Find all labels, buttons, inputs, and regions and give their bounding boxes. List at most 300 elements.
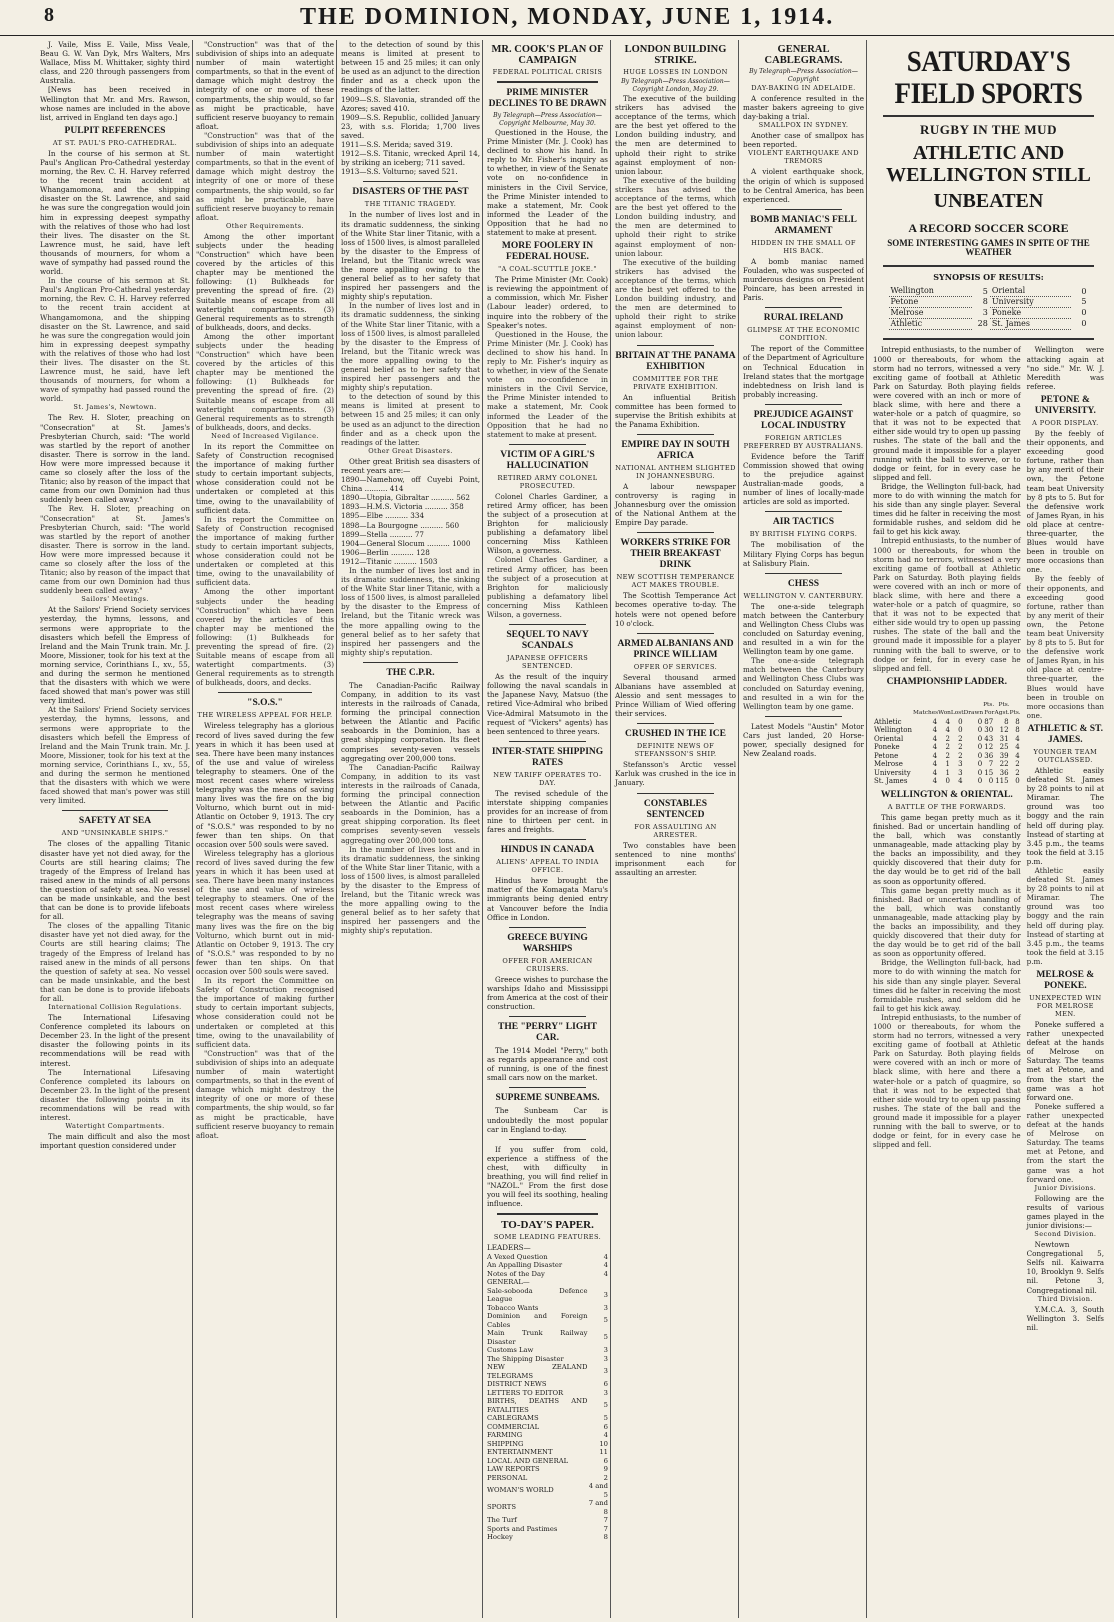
feature-row [487, 1278, 608, 1287]
headline-melrose-poneke: MELROSE & PONEKE. [1036, 970, 1095, 991]
divider [363, 662, 458, 663]
feature-page: 3 [603, 1346, 608, 1354]
feature-title: LOCAL AND GENERAL [487, 1456, 569, 1465]
article-paragraph: "Construction" was that of the subdivision of ships into an adequate number of main watertight compartments, so that in the event of damage which might destroy the integrity of one or more of these compartments, the ship would, so far as might be practicable, have sufficient reserve buoyancy to remain afloat. [196, 40, 334, 131]
subhead-junior-divisions: Junior Divisions. [1034, 1183, 1097, 1192]
feature-row [487, 1448, 608, 1457]
article-paragraph: As the result of the inquiry following the naval scandals in the Japanese Navy, Matsuo (the retired Vice-Admiral who bribed Vice-Admiral Matsumoto in the request of "Vickers" agents) has been sentenced to three years. [487, 672, 608, 736]
ladder-column-header: Pts. [1009, 710, 1021, 717]
subhead-private-exhibition: COMMITTEE FOR THE PRIVATE EXHIBITION. [632, 374, 719, 391]
feature-page [588, 1278, 609, 1287]
ladder-team: Oriental [874, 734, 904, 743]
page-number: 8 [44, 4, 54, 26]
divider [509, 1016, 586, 1017]
article-paragraph: Following are the results of various games played in the junior divisions:— [1026, 1193, 1104, 1230]
article-paragraph: The revised schedule of the interstate shipping companies provides for an increase of from nine to thirteen per cent. in fares and freights. [487, 788, 608, 835]
divider [637, 434, 714, 435]
article-paragraph: The Rev. H. Sloter, preaching on "Consecration" at St. James's Presbyterian Church, said: "The world was startled by the report of another disaster. There is sorrow in the land. How were more impressed because it came so closely after the loss of the Titanic; also by reason of the impact that came from our own Dominion had thus suddenly been called away." [40, 504, 190, 596]
headline-perry-car: THE "PERRY" LIGHT CAR. [498, 1022, 597, 1044]
article-paragraph: Among the other important subjects under the heading "Construction" which have been covered by the articles of this chapter may be mentioned the following: (1) Bulkheads for preventing the spread of fire. (2) Suitable means of escape from all watertight compartments. (3) General requirements as to strength of bulkheads, doors, and decks. [196, 231, 334, 332]
ladder-value: 12 [999, 726, 1009, 735]
feature-page: 3 [603, 1367, 608, 1376]
article-paragraph: Wireless telegraphy has a glorious record of lives saved during the few years in which it has been used at sea. There have been many instances of the use and value of wireless telegraphy to steamers. One of the most recent cases where wireless telegraphy was the means of saving many lives was the fire on the big Volturno, which burnt out in mid-Atlantic on October 9, 1913. The cry of "S.O.S." was responded to by no fewer than ten ships. On that occasion over 500 souls were saved. [196, 848, 334, 976]
ladder-value: 43 [984, 734, 994, 743]
feature-page: 7 and 8 [588, 1499, 608, 1516]
headline-sunbeams: SUPREME SUNBEAMS. [495, 1093, 600, 1104]
feature-title: A Vexed Question [487, 1252, 548, 1261]
feature-title: DISTRICT NEWS [487, 1380, 547, 1388]
subhead-unexpected-win: UNEXPECTED WIN FOR MELROSE MEN. [1029, 994, 1102, 1018]
feature-row [487, 1329, 608, 1346]
column-6 [738, 40, 864, 1618]
feature-page: 4 and 5 [588, 1482, 608, 1499]
subhead-earthquake: VIOLENT EARTHQUAKE AND TREMORS [748, 149, 859, 166]
article-paragraph: Poneke suffered a rather unexpected defeat at the hands of Melrose on Saturday. The teams met at Petone, and from the start the game was a hot forward one. [1026, 1020, 1104, 1102]
feature-row [487, 1533, 608, 1542]
subhead-wellington-canterbury: WELLINGTON V. CANTERBURY. [743, 591, 864, 600]
headline-championship-ladder: CHAMPIONSHIP LADDER. [886, 676, 1007, 687]
headline-bomb-maniac: BOMB MANIAC'S FELL ARMAMENT [750, 214, 857, 236]
disaster-list: 1909—S.S. Slavonia, stranded off the Azores; saved 410. 1909—S.S. Republic, collided January 23, with s.s. Florida; 1,700 lives saved. 1911—S.S. Merida; saved 319. 1912—S.S. Titanic, wrecked April 14, by striking an iceberg; 711 saved. 1913—S.S. Volturno; saved 521. [341, 94, 480, 177]
advertisement-text: The 1914 Model "Perry," both as regards appearance and cost of running, is one of the finest small cars now on the market. [487, 1046, 608, 1083]
feature-page: 11 [599, 1448, 608, 1456]
feature-title: Dominion and Foreign Cables [487, 1312, 588, 1329]
subhead-wireless-appeal: THE WIRELESS APPEAL FOR HELP. [197, 711, 333, 720]
ladder-value: 0 [977, 734, 983, 743]
column-sports [866, 40, 1104, 1618]
ladder-value: 2 [958, 734, 963, 743]
subhead-unsinkable-ships: AND "UNSINKABLE SHIPS." [61, 829, 169, 838]
ladder-value: 4 [945, 726, 950, 735]
ladder-value: 2 [1015, 768, 1020, 777]
article-paragraph: Among the other important subjects under the heading "Construction" which have been covered by the articles of this chapter may be mentioned the following: (1) Bulkheads for preventing the spread of fire. (2) Suitable means of escape from all watertight compartments. (3) General requirements as to strength of bulkheads, doors, and decks. [196, 587, 334, 688]
subhead-foreign-articles: FOREIGN ARTICLES PREFERRED BY AUSTRALIANS. [743, 433, 864, 450]
column-5 [610, 40, 736, 1618]
subhead-third-division: Third Division. [1037, 1294, 1093, 1303]
subhead-flying-corps: BY BRITISH FLYING CORPS. [749, 530, 858, 539]
ladder-value: 4 [932, 751, 938, 760]
subhead-hidden-back: HIDDEN IN THE SMALL OF HIS BACK. [751, 238, 856, 255]
feature-title: GENERAL— [487, 1278, 530, 1286]
feature-page: 5 [603, 1401, 608, 1410]
subhead-smallpox: SMALLPOX IN SYDNEY. [758, 121, 849, 130]
synopsis-table [889, 286, 1089, 330]
article-paragraph: Evidence before the Tariff Commission showed that owing to the prejudice against Australian-made goods, a number of lines of locally-made articles are sold as imported. [743, 451, 864, 507]
ladder-header-blank [873, 692, 913, 718]
score-home: 3 [982, 308, 988, 318]
ladder-value: 39 [999, 751, 1009, 760]
ladder-team: Athletic [874, 717, 902, 726]
ladder-value: 0 [977, 743, 983, 752]
advertisement-text: The Sunbeam Car is undoubtedly the most popular car in England to-day. [487, 1106, 608, 1134]
article-paragraph: The Rev. H. Sloter, preaching on "Consecration" at St. James's Presbyterian Church, said: "The world was startled by the report of another disaster. There is sorrow in the land. How were more impressed because it came so closely after the loss of the Titanic; also by reason of the impact that came from our own Dominion had thus suddenly been called away." [40, 413, 190, 505]
ladder-value: 2 [958, 751, 963, 760]
feature-title: Hockey [487, 1533, 513, 1541]
feature-title: Sale-sobooda Defence League [487, 1286, 588, 1303]
sports-right-column [1027, 345, 1104, 1331]
ladder-team: University [874, 768, 911, 777]
subhead-battle-forwards: A BATTLE OF THE FORWARDS. [887, 802, 1006, 811]
ladder-column-header: Won [938, 710, 951, 717]
feature-row [487, 1465, 608, 1474]
feature-page: 7 [603, 1524, 608, 1533]
ladder-value: 2 [945, 751, 950, 760]
ladder-value: 30 [984, 726, 994, 735]
ladder-value: 2 [945, 743, 950, 752]
divider [765, 209, 842, 210]
feature-row [487, 1516, 608, 1525]
ladder-team: Petone [874, 751, 899, 760]
headline-petone-university: PETONE & UNIVERSITY. [1034, 394, 1096, 416]
headline-chess: CHESS [787, 578, 820, 589]
ladder-row [873, 743, 1021, 752]
feature-page: 6 [603, 1456, 608, 1465]
subhead-collision-regulations: International Collision Regulations. [48, 1003, 182, 1012]
feature-row [487, 1457, 608, 1466]
ladder-row [873, 718, 1021, 727]
headline-armed-albanians: ARMED ALBANIANS AND PRINCE WILLIAM [617, 638, 734, 660]
article-paragraph: Other great British sea disasters of recent years are:— [341, 456, 480, 475]
headline-navy-scandals: SEQUEL TO NAVY SCANDALS [506, 630, 589, 652]
feature-row [487, 1440, 608, 1449]
feature-page: 4 [603, 1269, 608, 1278]
score-away: 0 [1081, 308, 1087, 318]
advertisement-text: Latest Models "Austin" Motor Cars just landed, 20 Horse-power, specially designed for New Zealand roads. [743, 721, 864, 759]
feature-page: 6 [603, 1422, 608, 1431]
feature-title: PERSONAL [487, 1473, 528, 1482]
ladder-value: 7 [988, 760, 994, 769]
ladder-value: 4 [932, 768, 938, 777]
feature-title: Main Trunk Railway Disaster [487, 1329, 588, 1346]
subhead-watertight-compartments: Watertight Compartments. [65, 1122, 165, 1131]
team-home: Melrose [889, 308, 972, 319]
ladder-value: 87 [984, 717, 994, 726]
ladder-value: 0 [977, 768, 983, 777]
article-paragraph: The Prime Minister (Mr. Cook) is reviewing the appointment of a commission, which Mr. Fisher (Labour leader) ordered, to inquire into the robbery of the Speaker's notes. [487, 275, 608, 330]
ladder-value: 36 [984, 751, 994, 760]
ladder-value: 25 [999, 743, 1009, 752]
article-paragraph: The closes of the appalling Titanic disaster have yet not died away, for the Courts are still hearing claims; The tragedy of the Empress of Ireland has raised anew in the minds of all persons the question of safety at sea. No vessel can be made unsinkable, and the best that can be done is to provide lifeboats for all. [40, 921, 190, 1003]
ladder-header-row [873, 692, 1021, 718]
headline-local-industry: PREJUDICE AGAINST LOCAL INDUSTRY [753, 409, 854, 431]
article-paragraph: Several thousand armed Albanians have assembled at Alessio and sent messages to Prince William of Wied offering their services. [615, 672, 736, 719]
feature-title: LETTERS TO EDITOR [487, 1388, 564, 1397]
divider [497, 1213, 598, 1215]
article-paragraph: A violent earthquake shock, the origin of which is supposed to be Central America, has been experienced. [743, 167, 864, 204]
feature-page: 5 [603, 1333, 608, 1342]
divider [509, 927, 586, 928]
feature-title: BIRTHS, DEATHS AND FATALITIES [487, 1397, 588, 1414]
subhead-aliens-appeal: ALIENS' APPEAL TO INDIA OFFICE. [496, 858, 599, 875]
feature-title: CABLEGRAMS [487, 1414, 539, 1422]
ladder-value: 2 [958, 743, 963, 752]
ladder-value: 31 [999, 734, 1009, 743]
score-away: 0 [1081, 286, 1087, 296]
article-paragraph: The International Lifesaving Conference completed its labours on December 23. In the light of the present disaster the following points in its recommendations will be read with interest. [40, 1067, 190, 1123]
divider [509, 741, 586, 742]
article-paragraph: A conference resulted in the master bakers agreeing to give day-baking a trial. [743, 94, 864, 122]
article-paragraph: At the Sailors' Friend Society services yesterday, the hymns, lessons, and sermons were appropriate to the disasters which befell the Empress of Ireland and the Main Trunk train. Mr. J. Moore, Missioner, took for his text at the morning service, Corinthians I., xv., 55, and during the sermon he mentioned that the disasters with which we were faced showed that man's power was still very limited. [40, 705, 190, 806]
ladder-row [873, 752, 1021, 761]
ladder-value: 0 [977, 760, 983, 769]
subhead-younger-team: YOUNGER TEAM OUTCLASSED. [1033, 747, 1098, 764]
column-3 [336, 40, 480, 1618]
team-away: Oriental [990, 286, 1071, 297]
article-paragraph: Colonel Charles Gardiner, a retired Army officer, has been the subject of a prosecution at Brighton for maliciously publishing a defamatory libel concerning Miss Kathleen Wilson, a governess. [487, 555, 608, 620]
article-paragraph: In its report the Committee on Safety of Construction recognised the importance of making further study to certain important subjects, whose consideration could not be undertaken or completed at this time, owing to the unavailability of sufficient data. [196, 514, 334, 588]
championship-ladder-table [873, 692, 1021, 786]
column-2 [192, 40, 334, 1618]
subhead-sailors-meetings: Sailors' Meetings. [81, 595, 149, 604]
headline-general-cablegrams: GENERAL CABLEGRAMS. [764, 44, 843, 66]
headline-rural-ireland: RURAL IRELAND [763, 313, 844, 324]
ladder-value: 4 [932, 734, 938, 743]
headline-more-foolery: MORE FOOLERY IN FEDERAL HOUSE. [501, 241, 594, 263]
divider [765, 573, 842, 574]
ladder-value: 2 [945, 734, 950, 743]
article-paragraph: Athletic easily defeated St. James by 28 points to nil at Miramar. The ground was too boggy and the rain held off during play. Instead of starting at 3.45 p.m., the teams took the field at 3.15 p.m. [1026, 865, 1104, 966]
feature-title: The Turf [487, 1516, 517, 1524]
article-paragraph: In its report the Committee on Safety of Construction recognised the importance of making further study to certain important subjects, whose consideration could not be undertaken or completed at this time, owing to the unavailability of sufficient data. [196, 441, 334, 515]
ladder-value: 2 [1015, 760, 1020, 769]
article-paragraph: The Scottish Temperance Act becomes operative to-day. The hotels were not opened before 10 o'clock. [615, 591, 736, 628]
subhead-new-tariff: NEW TARIFF OPERATES TO-DAY. [493, 770, 602, 787]
headline-air-tactics: AIR TACTICS [772, 517, 835, 528]
divider [637, 633, 714, 634]
divider [218, 692, 312, 693]
article-paragraph: Another case of smallpox has been reported. [743, 131, 864, 150]
feature-row [487, 1482, 608, 1499]
passenger-list-text: J. Vaile, Miss E. Vaile, Miss Veale, Beau G. W. Van Dyk, Mrs Walters, Mrs Wallace, Miss M. Whittaker, sighty third class, and 220 through passengers from Australia. [40, 40, 190, 86]
subhead-american-cruisers: OFFER FOR AMERICAN CRUISERS. [502, 956, 593, 973]
divider [765, 307, 842, 308]
article-paragraph: Questioned in the House, the Prime Minister (Mr. J. Cook) has declined to show his hand. In reply to Mr. Fisher's inquiry as to whether, in view of the Senate vote on no-confidence in ministers in the Civil Service, the Prime Minister intended to make a statement, Mr. Cook informed the Leader of the Opposition that he had no statement to make at present. [487, 128, 608, 238]
leaders-label: LEADERS— [487, 1243, 531, 1253]
ladder-value: 4 [945, 717, 950, 726]
article-paragraph: The main difficult and also the most important question considered under [40, 1132, 190, 1151]
team-away: St. James [990, 319, 1071, 330]
divider [509, 1139, 586, 1140]
article-paragraph: In the number of lives lost and in its dramatic suddenness, the sinking of the White Star liner Titanic, with a loss of 1500 lives, is almost paralleled by the disaster to the Empress of Ireland, but the Titanic wreck was the more appalling owing to the general belief as to her safety that inspired her passengers and the mighty ship's reputation. [341, 844, 480, 936]
article-paragraph: By the feebly of their opponents, and exceeding good fortune, rather than by any merit of their own, the Petone team beat University by 8 pts to 5. But for the defensive work of James Ryan, in his old place at centre-three-quarter, the Blues would have been in trouble on more occasions than one. [1026, 574, 1104, 720]
subhead-economic-condition: GLIMPSE AT THE ECONOMIC CONDITION. [747, 326, 860, 343]
article-paragraph: Among the other important subjects under the heading "Construction" which have been covered by the articles of this chapter may be mentioned the following: (1) Bulkheads for preventing the spread of fire. (2) Suitable means of escape from all watertight compartments. (3) General requirements as to strength of bulkheads, doors, and decks. [196, 331, 334, 432]
headline-shipping-rates: INTER-STATE SHIPPING RATES [491, 746, 604, 768]
feature-title: SPORTS [487, 1503, 516, 1512]
article-paragraph: In the course of his sermon at St. Paul's Anglican Pro-Cathedral yesterday morning, the Rev. C. H. Harvey referred to the recent train accident at Whangamomona, and the shipping disaster on the St. Lawrence, and said he was sure the congregation would join him in expressing deepest sympathy with the relatives of those who had lost their lives. The disaster on the St. Lawrence must, he said, have left thousands of mourners, for whom a wave of sympathy had passed round the world. [40, 276, 190, 404]
ladder-value: 36 [999, 768, 1009, 777]
article-paragraph: The mobilisation of the Military Flying Corps has begun at Salisbury Plain. [743, 540, 864, 568]
score-home: 8 [982, 297, 988, 307]
subhead-coal-scuttle: "A COAL-SCUTTLE JOKE." [498, 265, 597, 274]
feature-page: 10 [599, 1439, 608, 1448]
feature-row [487, 1270, 608, 1279]
headline-cpr: THE C.P.R. [386, 667, 435, 678]
team-away: Poneke [990, 308, 1071, 319]
article-paragraph: Bridge, the Wellington full-back, had more to do with winning the match for his side than any single player. Several times did he falter in receiving the most formidable rushes, and seldom did he fail to get his kick away. [873, 481, 1021, 537]
divider [509, 1087, 586, 1088]
feature-page: 6 [603, 1380, 608, 1388]
feature-page: 7 [603, 1516, 608, 1524]
column-1 [40, 40, 190, 1618]
feature-title: FARMING [487, 1431, 523, 1439]
ladder-value: 3 [958, 768, 963, 777]
ladder-row [873, 760, 1021, 769]
byline: By Telegraph—Press Association—Copyright [749, 68, 858, 83]
headline-unbeaten: UNBEATEN [933, 190, 1044, 213]
ladder-value: 4 [932, 717, 938, 726]
feature-row [487, 1431, 608, 1440]
headline-sos: "S.O.S." [247, 698, 283, 709]
ladder-value: 0 [958, 717, 963, 726]
feature-row [487, 1389, 608, 1398]
headline-empire-day: EMPIRE DAY IN SOUTH AFRICA [621, 439, 730, 461]
ladder-value: 1 [945, 768, 950, 777]
ladder-value: 12 [984, 743, 994, 752]
feature-row [487, 1525, 608, 1534]
headline-panama-exhibition: BRITAIN AT THE PANAMA EXHIBITION [615, 350, 736, 372]
byline: By Telegraph—Press Association—Copyright London, May 29. [621, 78, 730, 93]
article-paragraph: The report of the Committee of the Department of Agriculture on Technical Education in Ireland states that the mortgage indebtedness on Irish land is probably increasing. [743, 344, 864, 399]
divider [637, 723, 714, 724]
article-paragraph: Intrepid enthusiasts, to the number of 1000 or thereabouts, for whom the storm had no terrors, witnessed a very exciting game of football at Athletic Park on Saturday. Both playing fields were covered with an inch or more of black slime, with here and there a water-hole or a patch of quagmire, so that it was not to be expected that either side would try to open up passing rushes. The state of the ball and the ground made it impossible for a player running with the ball to swerve, or to dodge or feint, for in every case he slipped and fell. [873, 1012, 1021, 1150]
ladder-value: 4 [932, 726, 938, 735]
ladder-value: 0 [977, 777, 983, 786]
feature-page: 3 [603, 1303, 608, 1312]
feature-title: Customs Law [487, 1346, 534, 1354]
subhead-assaulting-arrester: FOR ASSAULTING AN ARRESTER. [634, 822, 717, 839]
feature-row [487, 1397, 608, 1414]
article-paragraph: Wellington were attacking again at "no side." Mr. W. J. Meredith was referee. [1026, 345, 1104, 391]
article-paragraph: This game began pretty much as it finished. Bad or uncertain handling of the ball, which was constantly unmanageable, made attacking play by the backs an impossibility, and they quickly discovered that their duty for the day would be to get rid of the ball as soon as opportunity offered. [873, 812, 1021, 886]
feature-row [487, 1499, 608, 1516]
feature-title: ENTERTAINMENT [487, 1448, 553, 1456]
subhead-titanic-tragedy: THE TITANIC TRAGEDY. [364, 200, 457, 209]
article-paragraph: An influential British committee has been formed to supervise the British exhibits at the Panama Exhibition. [615, 392, 736, 429]
feature-page: 3 [603, 1388, 608, 1397]
headline-cook-campaign: MR. COOK'S PLAN OF CAMPAIGN [491, 44, 604, 66]
ladder-row [873, 777, 1021, 786]
divider [509, 624, 586, 625]
feature-row [487, 1414, 608, 1423]
disaster-table: 1890—Namehow, off Cuyebi Point, China .......... 414 1890—Utopia, Gibraltar .......... 562 1893—H.M.S. Victoria .......... 358 1895—Elbe .......... 334 1898—La Bourgogne .......... 560 1899—Stella .......... 77 1904—General Slocum .......... 1000 1906—Berlin .......... 128 1912—Titanic .......... 1503 [341, 475, 480, 566]
article-paragraph: In the course of his sermon at St. Paul's Anglican Pro-Cathedral yesterday morning, the Rev. C. H. Harvey referred to the recent train accident at Whangamomona, and the shipping disaster on the St. Lawrence, and said he was sure the congregation would join him in expressing deepest sympathy with the relatives of those who had lost their lives. The disaster on the St. Lawrence must, he said, have left thousands of mourners, for whom a wave of sympathy had passed round the world. [40, 148, 190, 277]
ladder-column-header: Pts. Agst. [994, 701, 1010, 717]
ladder-value: 4 [1015, 751, 1020, 760]
ladder-column-header: Lost [950, 710, 964, 717]
sports-left-column [873, 345, 1021, 1331]
feature-title: SHIPPING [487, 1439, 524, 1448]
ladder-value: 0 [977, 751, 983, 760]
ladder-value: 4 [958, 777, 963, 786]
headline-wellington-oriental: WELLINGTON & ORIENTAL. [880, 789, 1013, 800]
article-paragraph: The one-a-side telegraph match between the Canterbury and Wellington Chess Clubs was concluded on Saturday evening, and resulted in a win for the Wellington team by one game. [743, 656, 864, 711]
divider [509, 444, 586, 445]
article-paragraph: The Canadian-Pacific Railway Company, in addition to its vast interests in the railroads of Canada, forming the principal connection between the Atlantic and Pacific seaboards in the Dominion, has a great shipping corporation. Its fleet comprises seventy-seven vessels aggregating over 200,000 tons. [341, 680, 480, 763]
subhead-st-james: St. James's, Newtown. [73, 403, 157, 412]
ladder-row [873, 735, 1021, 744]
feature-title: LAW REPORTS [487, 1465, 540, 1473]
ladder-row [873, 769, 1021, 778]
headline-greece-warships: GREECE BUYING WARSHIPS [507, 932, 588, 954]
divider [497, 81, 598, 83]
subhead-rugby-mud: RUGBY IN THE MUD [920, 122, 1057, 137]
ladder-column-header: Pts. For [983, 701, 995, 717]
feature-page: 5 [603, 1316, 608, 1325]
synopsis-title: SYNOPSIS OF RESULTS: [933, 272, 1044, 283]
divider [765, 404, 842, 405]
article-paragraph: The International Lifesaving Conference completed its labours on December 23. In the light of the present disaster the following points in its recommendations will be read with interest. [40, 1013, 190, 1068]
article-paragraph: The executive of the building strikers has advised the acceptance of the terms, which are the best yet offered to the London building industry, and the men are determined to uphold their right to strike against employment of non-union labour. [615, 175, 736, 258]
sports-body [873, 345, 1104, 1331]
ladder-value: 8 [1015, 717, 1020, 726]
headline-todays-paper: TO-DAY'S PAPER. [501, 1219, 594, 1232]
subhead-pro-cathedral: AT ST. PAUL'S PRO-CATHEDRAL. [52, 138, 178, 147]
feature-page: 4 [603, 1431, 608, 1439]
subhead-poor-display: A POOR DISPLAY. [1032, 418, 1099, 427]
subhead-huge-losses: HUGE LOSSES IN LONDON [623, 68, 728, 76]
article-paragraph: In the number of lives lost and in its dramatic suddenness, the sinking of the White Star liner Titanic, with a loss of 1500 lives, is almost paralleled by the disaster to the Empress of Ireland, but the Titanic wreck was the more appalling owing to the general belief as to her safety that inspired her passengers and the mighty ship's reputation. [341, 210, 480, 302]
ladder-team: Wellington [874, 726, 913, 735]
headline-crushed-ice: CRUSHED IN THE ICE [625, 729, 726, 740]
feature-row [487, 1253, 608, 1262]
article-paragraph: At the Sailors' Friend Society services yesterday, the hymns, lessons, and sermons were appropriate to the disasters which befell the Empress of Ireland and the Main Trunk train. Mr. J. Moore, Missioner, took for his text at the morning service, Corinthians I., xv., 55, and during the sermon he mentioned that the disasters with which we were faced showed that man's power was still very limited. [40, 605, 190, 706]
newspaper-title: THE DOMINION, MONDAY, JUNE 1, 1914. [300, 4, 835, 30]
subhead-federal-crisis: FEDERAL POLITICAL CRISIS [492, 68, 603, 76]
headline-safety-at-sea: SAFETY AT SEA [78, 816, 152, 827]
feature-title: Notes of the Day [487, 1269, 545, 1278]
subhead-other-disasters: Other Great Disasters. [368, 446, 453, 455]
headline-field-sports: SATURDAY'S FIELD SPORTS [894, 45, 1083, 110]
divider [637, 793, 714, 794]
ladder-value: 4 [1015, 734, 1020, 743]
article-paragraph: Athletic easily defeated St. James by 28 points to nil at Miramar. The ground was too boggy and the rain held off during play. Instead of starting at 3.45 p.m., the teams took the field at 3.15 p.m. [1026, 765, 1104, 866]
ladder-value: 0 [945, 777, 950, 786]
feature-page: 8 [603, 1533, 608, 1541]
article-paragraph: This game began pretty much as it finished. Bad or uncertain handling of the ball, which was constantly unmanageable, made attacking play by the backs an impossibility, and they quickly discovered that their duty for the day would be to get rid of the ball as soon as opportunity offered. [873, 885, 1021, 959]
subhead-temperance-act: NEW SCOTTISH TEMPERANCE ACT MAKES TROUBLE. [616, 573, 735, 590]
subhead-army-colonel: RETIRED ARMY COLONEL PROSECUTED. [497, 473, 598, 490]
ladder-value: 4 [932, 743, 938, 752]
ladder-value: 0 [977, 717, 983, 726]
article-paragraph: Two constables have been sentenced to nine months' imprisonment each for assaulting an arrester. [615, 840, 736, 877]
team-home: Athletic [889, 319, 972, 330]
byline: By Telegraph—Press Association—Copyright Melbourne, May 30. [493, 112, 602, 127]
article-paragraph: Newtown Congregational 5, Selfs nil. Kaiwarra 10, Brooklyn 9. Selfs nil. Petone 3, Congregational nil. [1026, 1240, 1104, 1295]
subhead-interesting-games: SOME INTERESTING GAMES IN SPITE OF THE WEATHER [887, 238, 1090, 258]
ladder-team: St. James [874, 777, 908, 786]
team-home: Wellington [889, 286, 972, 297]
article-paragraph: Wireless telegraphy has a glorious record of lives saved during the few years in which it has been used at sea. There have been many instances of the use and value of wireless telegraphy to steamers. One of the most recent cases where wireless telegraphy was the means of saving many lives was the fire on the big Volturno, which burnt out in mid-Atlantic on October 9, 1913. The cry of "S.O.S." was responded to by no fewer than ten ships. On that occasion over 500 souls were saved. [196, 721, 334, 849]
page-columns [40, 40, 1104, 1618]
features-index [487, 1253, 608, 1542]
article-paragraph: The one-a-side telegraph match between the Canterbury and Wellington Chess Clubs was concluded on Saturday evening, and resulted in a win for the Wellington team by one game. [743, 601, 864, 657]
feature-page: 2 [603, 1473, 608, 1482]
feature-row [487, 1261, 608, 1270]
synopsis-row [889, 286, 1089, 297]
subhead-day-baking: DAY-BAKING IN ADELAIDE. [751, 84, 856, 92]
headline-disasters-past: DISASTERS OF THE PAST [352, 187, 469, 198]
article-paragraph: A labour newspaper controversy is raging in Johannesburg over the omission of the National Anthem at the Empire Day parade. [615, 481, 736, 528]
headline-constables-sentenced: CONSTABLES SENTENCED [643, 798, 708, 820]
ladder-value: 3 [958, 760, 963, 769]
ladder-value: 0 [977, 726, 983, 735]
feature-row [487, 1355, 608, 1364]
subhead-record-soccer: A RECORD SOCCER SCORE [908, 221, 1069, 236]
article-paragraph: The Canadian-Pacific Railway Company, in addition to its vast interests in the railroads of Canada, forming the principal connection between the Atlantic and Pacific seaboards in the Dominion, has a great shipping corporation. Its fleet comprises seventy-seven vessels aggregating over 200,000 tons. [341, 762, 480, 845]
ladder-value: 0 [958, 726, 963, 735]
article-paragraph: In its report the Committee on Safety of Construction recognised the importance of making further study to certain important subjects, whose consideration could not be undertaken or completed at this time, owing to the unavailability of sufficient data. [196, 976, 334, 1049]
